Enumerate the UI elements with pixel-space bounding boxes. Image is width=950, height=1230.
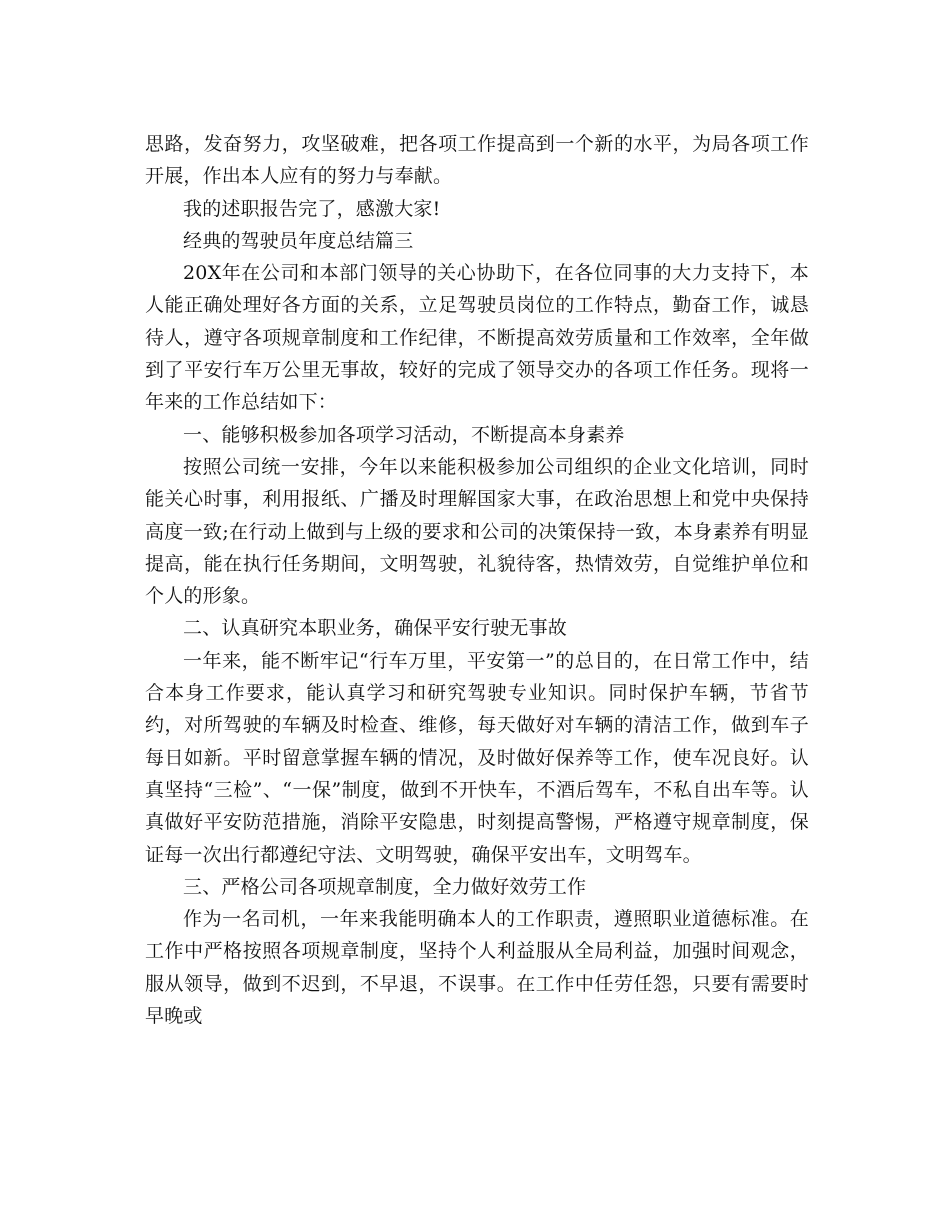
paragraph-one: 按照公司统一安排，今年以来能积极参加公司组织的企业文化培训，同时能关心时事，利用报纸、广播及时理解国家大事，在政治思想上和党中央保持高度一致;在行动上做到与上级的要求和公司的决策保持一致，本身素养有明显提高，能在执行任务期间，文明驾驶，礼貌待客，热情效劳，自觉维护单位和个人的形象。: [145, 455, 809, 608]
heading-one: 一、能够积极参加各项学习活动，不断提高本身素养: [183, 423, 625, 446]
document-body: [145, 128, 809, 1032]
heading-two: 二、认真研究本职业务，确保平安行驶无事故: [183, 617, 568, 640]
paragraph-three: 作为一名司机，一年来我能明确本人的工作职责，遵照职业道德标准。在工作中严格按照各项规章制度，坚持个人利益服从全局利益，加强时间观念，服从领导，做到不迟到，不早退，不误事。在工作中任劳任怨，只要有需要时早晚或: [145, 908, 809, 1028]
paragraph-continuation: 思路，发奋努力，攻坚破难，把各项工作提高到一个新的水平，为局各项工作开展，作出本人应有的努力与奉献。: [145, 133, 809, 188]
paragraph-intro: 20X年在公司和本部门领导的关心协助下，在各位同事的大力支持下，本人能正确处理好各方面的关系，立足驾驶员岗位的工作特点，勤奋工作，诚恳待人，遵守各项规章制度和工作纪律，不断提高效劳质量和工作效率，全年做到了平安行车万公里无事故，较好的完成了领导交办的各项工作任务。现将一年来的工作总结如下：: [145, 262, 809, 414]
paragraph-two: 一年来，能不断牢记“行车万里，平安第一”的总目的，在日常工作中，结合本身工作要求，能认真学习和研究驾驶专业知识。同时保护车辆，节省节约，对所驾驶的车辆及时检查、维修，每天做好对车辆的清洁工作，做到车子每日如新。平时留意掌握车辆的情况，及时做好保养等工作，使车况良好。认真坚持“三检”、“一保”制度，做到不开快车，不酒后驾车，不私自出车等。认真做好平安防范措施，消除平安隐患，时刻提高警惕，严格遵守规章制度，保证每一次出行都遵纪守法、文明驾驶，确保平安出车，文明驾车。: [145, 649, 809, 866]
section-title: 经典的驾驶员年度总结篇三: [183, 229, 414, 252]
paragraph-closing-thanks: 我的述职报告完了，感激大家!: [183, 197, 441, 220]
heading-three: 三、严格公司各项规章制度，全力做好效劳工作: [183, 875, 587, 898]
